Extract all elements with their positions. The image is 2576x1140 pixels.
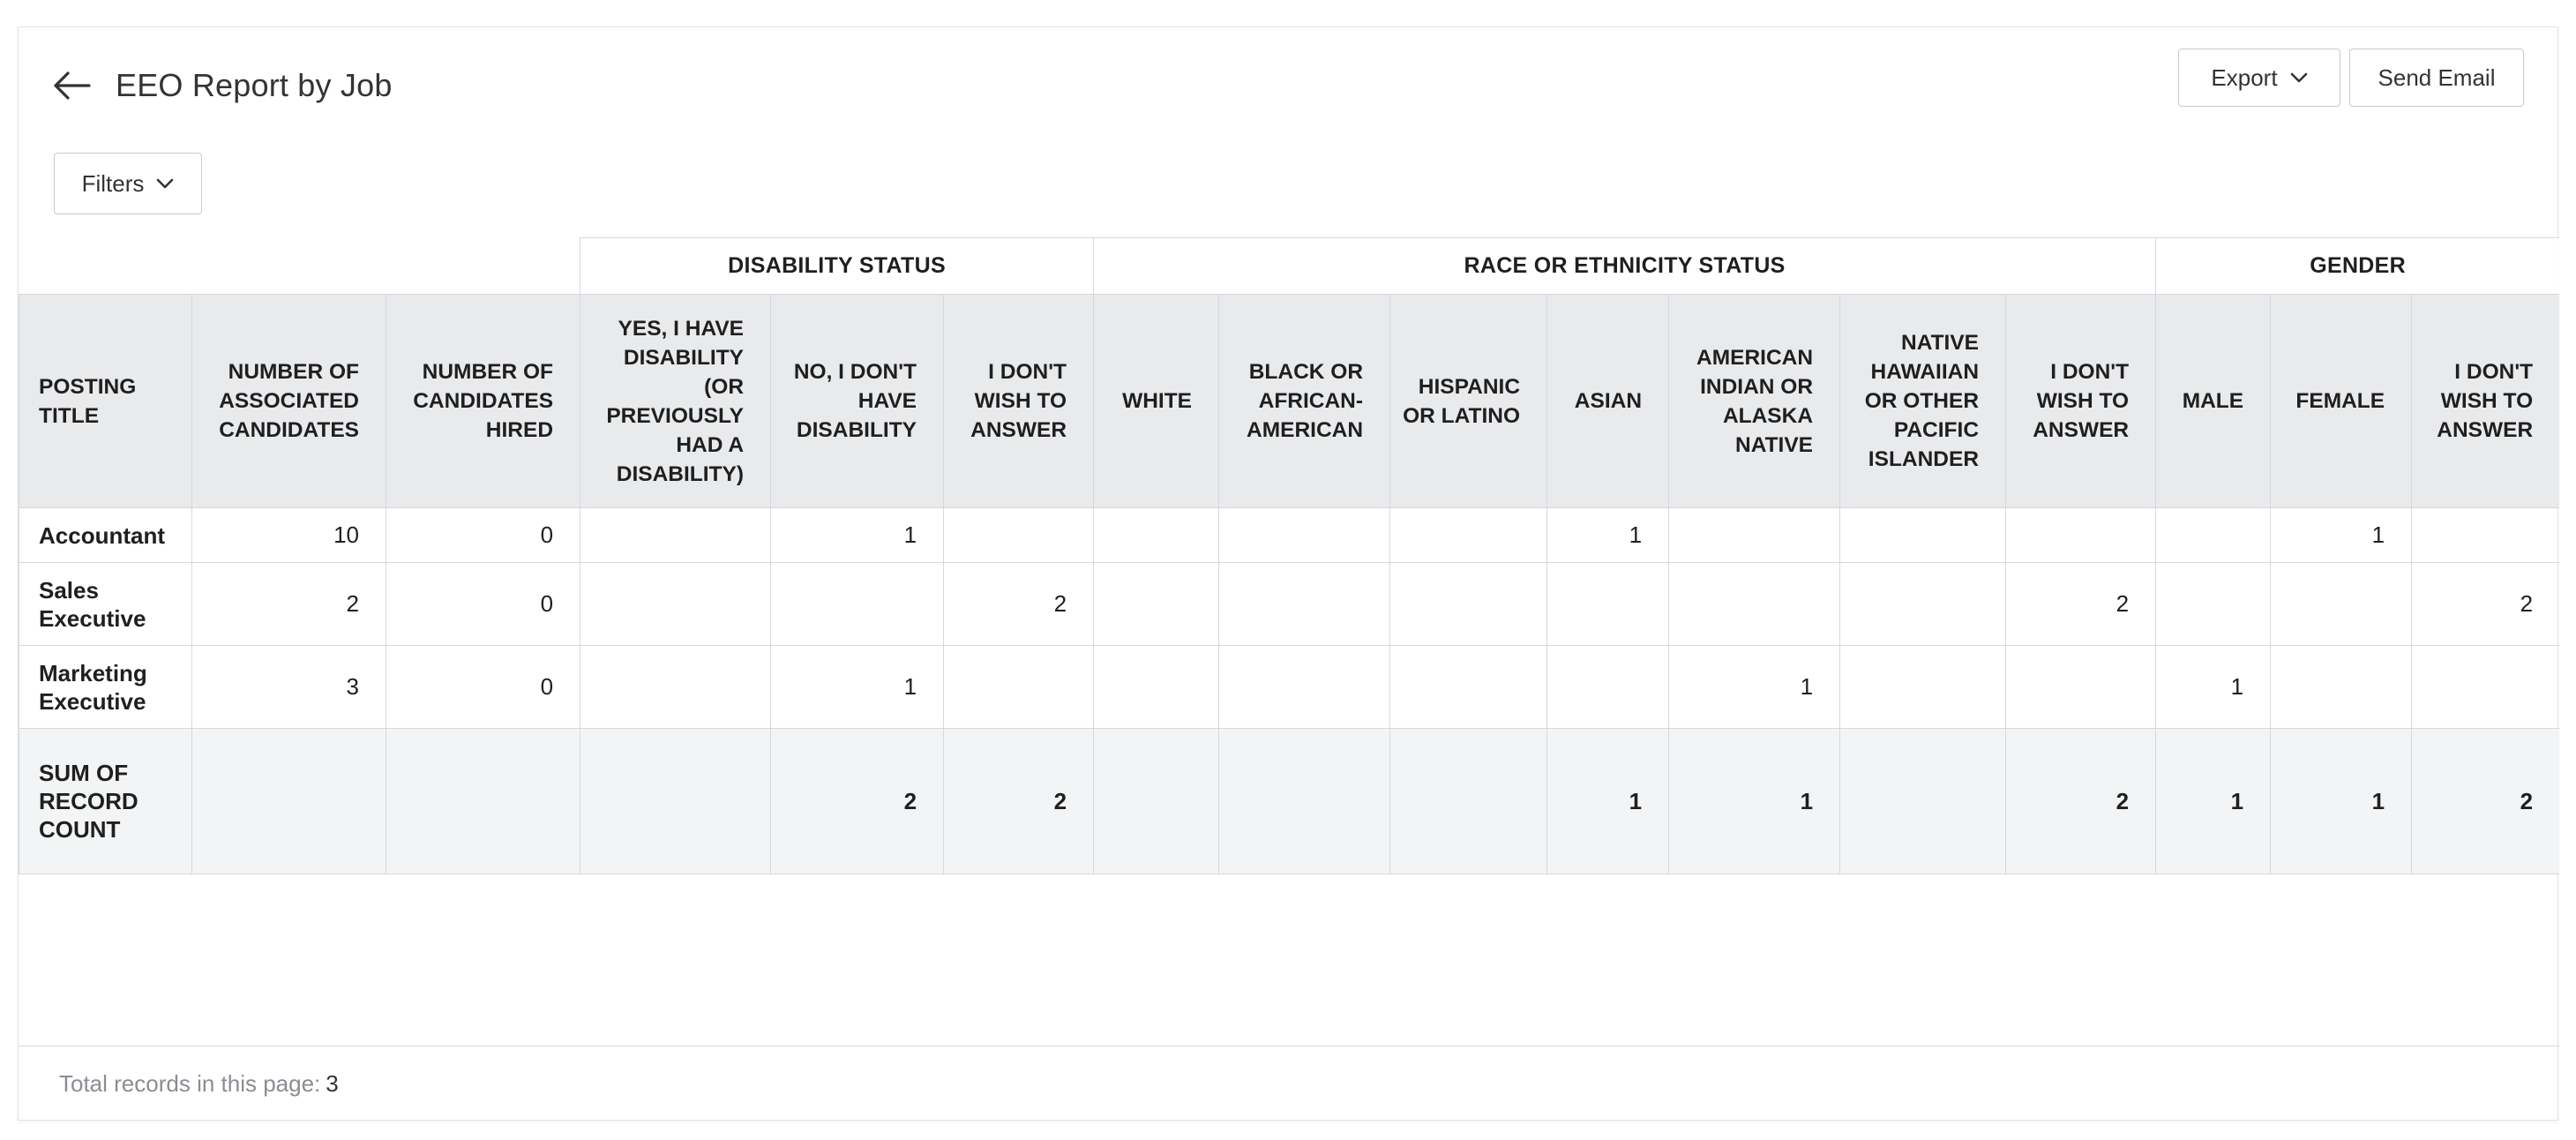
sum-cell — [192, 729, 386, 874]
table-cell — [2006, 646, 2156, 729]
table-cell — [580, 563, 771, 646]
column-header[interactable]: BLACK OR AFRICAN-AMERICAN — [1219, 295, 1390, 508]
table-cell: 0 — [386, 508, 580, 563]
table-cell — [1094, 563, 1219, 646]
report-card — [18, 26, 2558, 1121]
column-header[interactable]: HISPANIC OR LATINO — [1390, 295, 1547, 508]
column-header[interactable]: MALE — [2156, 295, 2271, 508]
table-cell: 2 — [2006, 563, 2156, 646]
eeo-report-table-container — [19, 237, 2559, 874]
filters-label: Filters — [81, 169, 145, 197]
table-cell — [1840, 508, 2006, 563]
export-button-label: Export — [2211, 64, 2278, 91]
column-header[interactable]: NUMBER OF CANDIDATES HIRED — [386, 295, 580, 508]
table-cell — [1390, 563, 1547, 646]
table-cell: 2 — [192, 563, 386, 646]
sum-row-label: SUM OF RECORD COUNT — [19, 729, 192, 874]
column-header[interactable]: POSTING TITLE — [19, 295, 192, 508]
table-cell — [1219, 646, 1390, 729]
send-email-button-label: Send Email — [2378, 64, 2496, 91]
table-cell — [2006, 508, 2156, 563]
column-header[interactable]: FEMALE — [2271, 295, 2412, 508]
table-footer — [19, 1046, 2559, 1121]
table-cell — [1219, 563, 1390, 646]
table-cell — [771, 563, 944, 646]
eeo-report-table — [19, 237, 2559, 874]
sum-cell — [580, 729, 771, 874]
group-header-disability: DISABILITY STATUS — [580, 238, 1094, 295]
table-cell — [1390, 508, 1547, 563]
column-header[interactable]: WHITE — [1094, 295, 1219, 508]
table-cell — [1219, 508, 1390, 563]
table-row — [19, 508, 2560, 563]
table-cell: 1 — [2156, 646, 2271, 729]
table-cell: 0 — [386, 646, 580, 729]
page-title: EEO Report by Job — [116, 67, 393, 103]
export-button[interactable] — [2178, 49, 2340, 107]
sum-cell: 2 — [2412, 729, 2559, 874]
sum-cell: 1 — [1669, 729, 1840, 874]
table-cell — [1547, 646, 1669, 729]
sum-cell: 1 — [1547, 729, 1669, 874]
sum-cell — [1094, 729, 1219, 874]
table-cell: 0 — [386, 563, 580, 646]
table-cell: 1 — [771, 508, 944, 563]
sum-cell — [1390, 729, 1547, 874]
table-cell: 3 — [192, 646, 386, 729]
table-cell — [2412, 646, 2559, 729]
table-row — [19, 646, 2560, 729]
table-cell — [1547, 563, 1669, 646]
sum-cell: 1 — [2271, 729, 2412, 874]
sum-cell: 2 — [2006, 729, 2156, 874]
table-cell: 10 — [192, 508, 386, 563]
sum-cell — [1840, 729, 2006, 874]
group-header-gender: GENDER — [2156, 238, 2559, 295]
group-header-blank — [19, 238, 580, 295]
column-header[interactable]: NATIVE HAWAIIAN OR OTHER PACIFIC ISLANDER — [1840, 295, 2006, 508]
posting-title-cell[interactable]: Marketing Executive — [19, 646, 192, 729]
sum-cell — [386, 729, 580, 874]
table-cell — [2271, 646, 2412, 729]
table-cell: 1 — [2271, 508, 2412, 563]
chevron-down-icon — [156, 178, 174, 189]
sum-cell — [1219, 729, 1390, 874]
total-records-label: Total records in this page: — [59, 1070, 321, 1097]
table-cell — [1094, 508, 1219, 563]
column-group-row — [19, 238, 2560, 295]
column-header-row — [19, 295, 2560, 508]
table-cell — [2156, 563, 2271, 646]
column-header[interactable]: NO, I DON'T HAVE DISABILITY — [771, 295, 944, 508]
sum-cell: 2 — [771, 729, 944, 874]
table-cell: 1 — [1547, 508, 1669, 563]
column-header[interactable]: I DON'T WISH TO ANSWER — [2412, 295, 2559, 508]
sum-cell: 1 — [2156, 729, 2271, 874]
table-cell — [2156, 508, 2271, 563]
table-cell: 2 — [2412, 563, 2559, 646]
column-header[interactable]: ASIAN — [1547, 295, 1669, 508]
table-cell: 2 — [944, 563, 1094, 646]
send-email-button[interactable] — [2349, 49, 2524, 107]
table-cell — [2412, 508, 2559, 563]
posting-title-cell[interactable]: Sales Executive — [19, 563, 192, 646]
sum-cell: 2 — [944, 729, 1094, 874]
group-header-race: RACE OR ETHNICITY STATUS — [1094, 238, 2156, 295]
column-header[interactable]: AMERICAN INDIAN OR ALASKA NATIVE — [1669, 295, 1840, 508]
sum-row — [19, 729, 2560, 874]
table-cell — [1840, 646, 2006, 729]
table-cell — [2271, 563, 2412, 646]
table-cell — [1840, 563, 2006, 646]
table-cell: 1 — [1669, 646, 1840, 729]
filters-dropdown[interactable] — [54, 153, 202, 214]
arrow-left-icon — [52, 71, 91, 100]
table-cell — [1094, 646, 1219, 729]
table-cell — [944, 646, 1094, 729]
column-header[interactable]: I DON'T WISH TO ANSWER — [944, 295, 1094, 508]
total-records-count: 3 — [326, 1070, 339, 1097]
posting-title-cell[interactable]: Accountant — [19, 508, 192, 563]
column-header[interactable]: NUMBER OF ASSOCIATED CANDIDATES — [192, 295, 386, 508]
column-header[interactable]: YES, I HAVE DISABILITY (OR PREVIOUSLY HAD A DISABILITY) — [580, 295, 771, 508]
table-cell — [1390, 646, 1547, 729]
table-cell — [580, 646, 771, 729]
table-cell — [580, 508, 771, 563]
table-cell — [1669, 563, 1840, 646]
table-cell: 1 — [771, 646, 944, 729]
chevron-down-icon — [2290, 72, 2308, 83]
back-button[interactable] — [49, 63, 94, 109]
table-cell — [944, 508, 1094, 563]
table-cell — [1669, 508, 1840, 563]
column-header[interactable]: I DON'T WISH TO ANSWER — [2006, 295, 2156, 508]
table-row — [19, 563, 2560, 646]
